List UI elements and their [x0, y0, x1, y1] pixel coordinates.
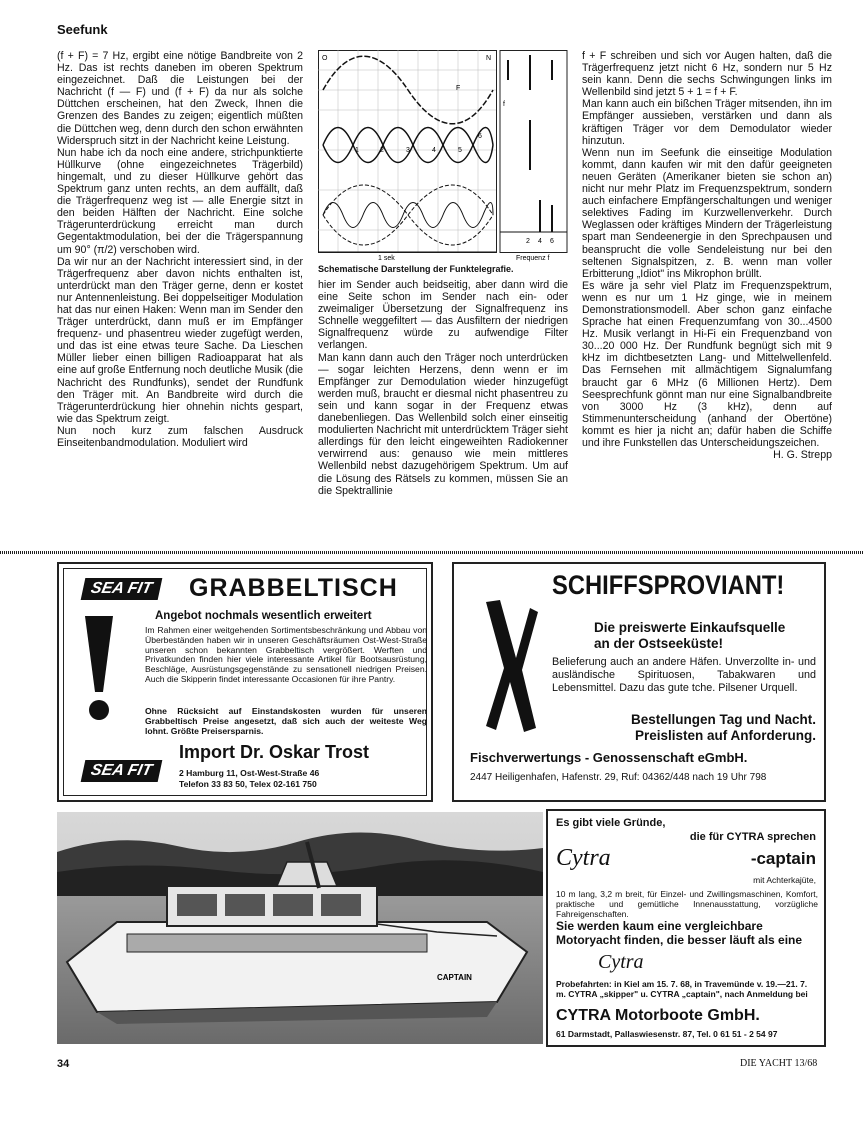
- section-divider: [0, 551, 864, 554]
- ad-seafit-grabbeltisch[interactable]: [57, 562, 433, 802]
- ad-address: 61 Darmstadt, Pallaswiesenstr. 87, Tel. 0 61 51 - 2 54 97: [556, 1029, 778, 1039]
- order-line: Bestellungen Tag und Nacht.: [630, 712, 816, 727]
- paragraph: (f + F) = 7 Hz, ergibt eine nötige Bandbreite von 2 Hz. Das ist rechts daneben im oberen Spektrum eingezeichnet. Daß die Leistungen bei der Nachricht (f — F) und (f + F) da nur als solche Düttchen erscheinen, hat den Zweck, Ihnen die Grenzen des Bandes zu zeigen; eigentlich müßten die Düttchen weg, denn durch den schon erwähnten Widerspruch sitzt in der Nachricht keine Leistung.: [57, 50, 303, 147]
- ad-title: GRABBELTISCH: [189, 574, 398, 602]
- paragraph: Es wäre ja sehr viel Platz im Frequenzspektrum, wenn es nur um 1 Hz ginge, wie in meinem Demonstrationsmodell. Aber schon ganz einfache Sprache hat einen Frequenzumfang von 30...4500 Hz. Musik verlangt in Hi-Fi ein Frequenzband von 30...20 000 Hz. Der Rundfunk begnügt sich mit 9 kHz im dichtbesetzten Lang- und Mittelwellenfeld. Das Fernsehen mit allmächtigem Signalumfang braucht gar 6 MHz (6 Millionen Hertz). Dem Seesprechfunk gönnt man nur eine Signalbandbreite von 3000 Hz (3 kHz), denn auf Stimmenunterscheidung (anhand der Obertöne) kommt es hier ja nicht an; dafür haben die Schiffe und ihre Funkstellen das Unterscheidungszeichen.: [582, 279, 832, 449]
- ad-order-info: [590, 712, 816, 744]
- ad-address: 2447 Heiligenhafen, Hafenstr. 29, Ruf: 04362/448 nach 19 Uhr 798: [470, 772, 767, 783]
- ad-company: Fischverwertungs - Genossenschaft eGmbH.: [470, 750, 748, 765]
- ad-company: Import Dr. Oskar Trost: [179, 742, 370, 762]
- label-n: N: [486, 55, 492, 62]
- section-title: Seefunk: [57, 22, 108, 37]
- page-number: 34: [57, 1058, 70, 1070]
- figure-caption: Schematische Darstellung der Funktelegrafie.: [318, 264, 514, 274]
- ad-model: -captain: [750, 849, 816, 868]
- subtitle-line: an der Ostseeküste!: [594, 636, 724, 651]
- label-o: O: [322, 55, 328, 62]
- seafit-logo: SEA FIT: [81, 578, 162, 600]
- cytra-logo: Cytra: [556, 845, 611, 871]
- tick-2: 2: [526, 238, 530, 245]
- paragraph: Nun noch kurz zum falschen Ausdruck Einseitenbandmodulation. Moduliert wird: [57, 424, 303, 449]
- author-signature: H. G. Strepp: [773, 449, 832, 462]
- order-line: Preislisten auf Anforderung.: [634, 728, 816, 743]
- paragraph: Da wir nur an der Nachricht interessiert sind, in der Trägerfrequenz aber davon nichts enthalten ist, unterdrückt man den Träger gerne, denn er kostet nur Antennenleistung. Bei doppelseitiger Modulation hat das nur einen Haken: Wenn man im Sender den Träger unterdrückt, dann muß er im Empfänger frequenz- und phasentreu wieder zugefügt werden, und das ist eine etwas teure Sache. Da Lieschen Müller lieber einen billigen Radioapparat hat als eine auf große Entfernung noch deutliche Musik (die Nachricht des Rundfunks), sendet der Rundfunk den Träger mit. An Bandbreite wird durch die Trägerunterdrückung hier ohnehin nichts gespart, wie das Spektrum zeigt.: [57, 255, 303, 425]
- article-column-1: [57, 50, 303, 449]
- label-one-second: 1 sek: [378, 255, 395, 262]
- ad-subtitle: [594, 620, 785, 652]
- ad-model-detail: mit Achterkajüte,: [753, 875, 816, 885]
- label-frequency: Frequenz f: [516, 255, 550, 262]
- cytra-logo: Cytra: [598, 951, 644, 973]
- label-three: 3: [406, 147, 410, 154]
- ad-body: Belieferung auch an andere Häfen. Unverzollte in- und ausländische Spirituosen, Tabakwaren und Lebensmittel. Dazu das gute tche. Pilsener Urquell.: [552, 656, 816, 694]
- x-mark-icon: [480, 598, 540, 734]
- article-column-3: [582, 50, 832, 461]
- paragraph: Nun habe ich da noch eine andere, strichpunktierte Hüllkurve (ohne eingezeichnetes Trägerbild) hingemalt, und zu dieser Hüllkurve gehört das Spektrum ganz unten rechts, an dem auffällt, daß die Trägerfrequenz weg ist — alle Energie sitzt in den beiden Hälften der Nachricht. Eine solche Trägerunterdrückung erreicht man durch Gegentaktmodulation, bei der die Trägerspannung um 90° (π/2) verschoben wird.: [57, 146, 303, 256]
- exclamation-icon: [81, 616, 117, 722]
- ad-intro: Es gibt viele Gründe,: [556, 817, 666, 829]
- paragraph: Man kann auch ein bißchen Träger mitsenden, ihn im Empfänger aussieben, verstärken und dann als kräftigen Träger vor dem Demodulator wieder hinzutun.: [582, 98, 832, 147]
- ad-cytra[interactable]: [546, 809, 826, 1047]
- ad-company: CYTRA Motorboote GmbH.: [556, 1007, 760, 1024]
- label-f-lower: f: [503, 101, 505, 108]
- ad-schiffsproviant[interactable]: [452, 562, 826, 802]
- label-five: 5: [458, 147, 462, 154]
- paragraph: f + F schreiben und sich vor Augen halten, daß die Trägerfrequenz jetzt nicht 6 Hz, sondern nur 5 Hz sein kann. Denn die sechs Schwingungen links im Wellenbild sind jetzt 5 + 1 = f + F.: [582, 50, 832, 99]
- label-four: 4: [432, 147, 436, 154]
- address-line: 2 Hamburg 11, Ost-West-Straße 46: [179, 768, 320, 778]
- boat-name: CAPTAIN: [437, 973, 472, 982]
- tick-6: 6: [550, 238, 554, 245]
- ad-intro: die für CYTRA sprechen: [689, 831, 816, 843]
- ad-headline: Angebot nochmals wesentlich erweitert: [155, 610, 372, 622]
- ad-claim: Sie werden kaum eine vergleichbare Motoryacht finden, die besser läuft als eine: [556, 919, 803, 947]
- paragraph: hier im Sender auch beidseitig, aber dann wird die eine Seite schon im Sender nach ein- oder zweimaliger Übersetzung der Signalfrequenz ins Schnelle weggefiltert — das Ausfiltern der niedrigen Signalfrequenz würde zu aufwendige Filter verlangen.: [318, 279, 568, 352]
- motor-yacht-photo: [57, 812, 543, 1044]
- funktelegrafie-diagram: [318, 50, 568, 262]
- ad-body-bold: Ohne Rücksicht auf Einstandskosten wurden für unseren Grabbeltisch Preise angesetzt, daß sich auch der weiteste Weg lohnt. Größte Preisersparnis.: [145, 706, 427, 736]
- tick-4: 4: [538, 238, 542, 245]
- ad-probefahrten: Probefahrten: in Kiel am 15. 7. 68, in Travemünde v. 19.—21. 7. m. CYTRA „skipper" u. CYTRA „captain", nach Anmeldung bei: [556, 979, 808, 999]
- label-f-upper: F: [456, 85, 461, 92]
- paragraph: Man kann dann auch den Träger noch unterdrücken — sogar leichten Herzens, denn wenn er im Empfänger zur Demodulation wieder hinzugefügt werden muß, braucht er diesmal nicht phasentreu zu sein und kann sogar in der Frequenz etwas danebenliegen. Das Wellenbild solch einer einseitig modulierten Nachricht mit unterdrücktem Träger sieht allerdings für den leicht eingeweihten Radiokenner verwirrend aus: genauso wie mein mittleres Wellenbild nebst dazugehörigem Spektrum. Um auf die Lösung des Rätsels zu kommen, müssen Sie an die Spektrallinie: [318, 351, 568, 497]
- paragraph: Wenn nun im Seefunk die einseitige Modulation kommt, dann kaufen wir mit den dafür geeigneten neuen Geräten (Amerikaner bieten sie schon an) nicht nur mehr Platz im Frequenzspektrum, sondern auch einfachere Empfängerschaltungen und weniger selektives Fading im Kurzwellenverkehr. Durch Weglassen oder kräftiges Mindern der Trägerleistung spart man Sendeenergie in den Sprechpausen und beansprucht die volle Sendeleistung nur bei den seltenen Signalspitzen, z. B. wenn man voller Erbitterung „Idiot" ins Mikrophon brüllt.: [582, 146, 832, 280]
- label-one: 1: [355, 147, 359, 154]
- issue-label: DIE YACHT 13/68: [740, 1058, 818, 1069]
- article-column-2: [318, 279, 568, 497]
- ad-title: SCHIFFSPROVIANT!: [552, 570, 785, 600]
- phone-line: Telefon 33 83 50, Telex 02-161 750: [179, 779, 317, 789]
- ad-specs: 10 m lang, 3,2 m breit, für Einzel- und Zwillingsmaschinen, Komfort, praktische und gemütliche Innenausstattung, vorzügliche Fahreigenschaften.: [556, 889, 818, 919]
- label-two: 2: [380, 147, 384, 154]
- subtitle-line: Die preiswerte Einkaufsquelle: [594, 620, 786, 635]
- ad-address: [179, 768, 319, 790]
- ad-body: Im Rahmen einer weitgehenden Sortimentsbeschränkung und Abbau von Überbeständen haben wir in unseren Geschäftsräumen Ost-West-Straße unseren schon bekannten Grabbeltisch vergrößert. Werften und Privatkunden finden hier viele interessante Artikel für Bootsausrüstung, Beschläge, Ausrüstungsgegenstände zu sensationell niedrigen Preisen. Auch die Skipperin findet interessante Occasionen für ihre Pantry.: [145, 625, 427, 684]
- seafit-logo: SEA FIT: [81, 760, 162, 782]
- label-six: 6: [478, 133, 482, 140]
